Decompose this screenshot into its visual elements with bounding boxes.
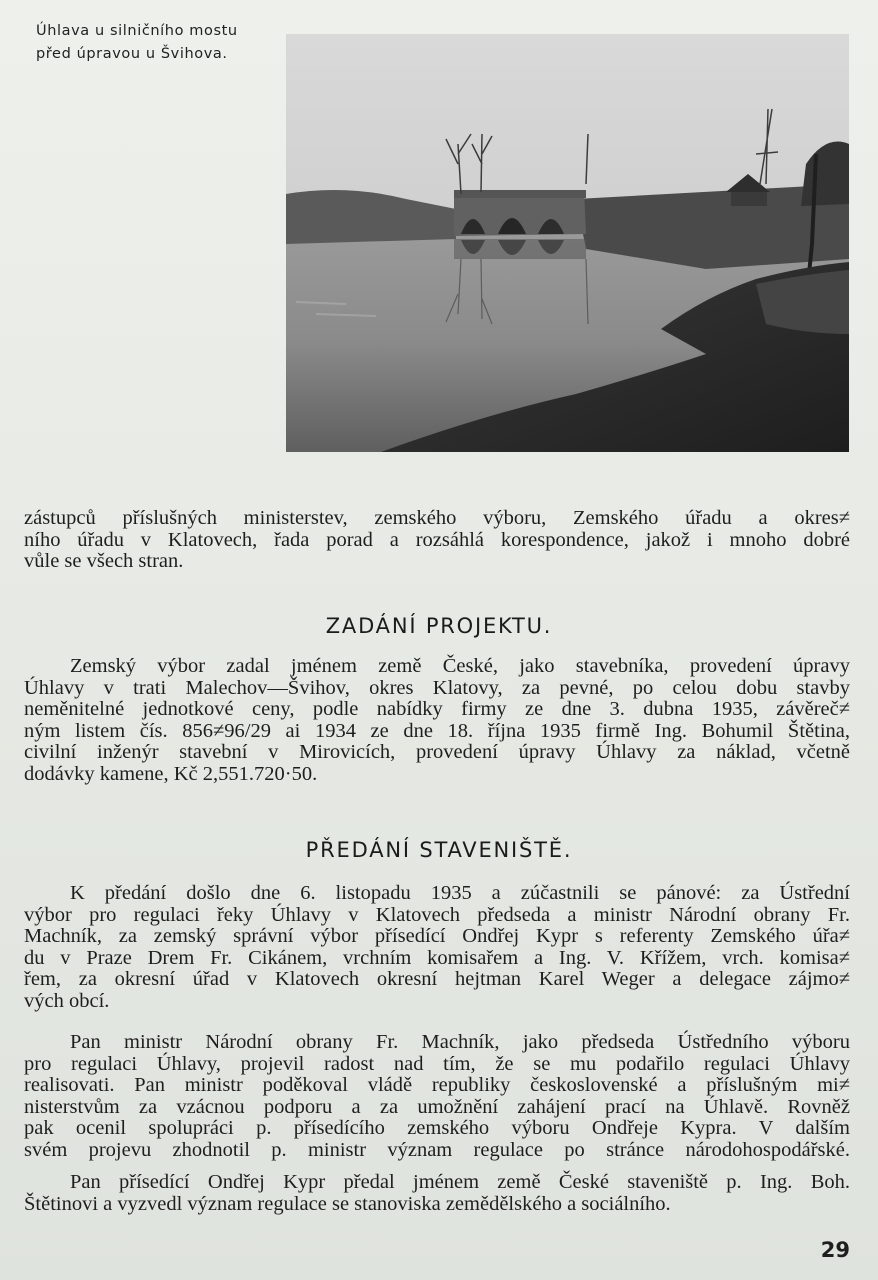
section2-p2-line-2: pro regulaci Úhlavy, projevil radost nad tím, že se mu podařilo regulaci Úhlavy bbox=[24, 1052, 850, 1075]
section2-paragraph-2 bbox=[24, 1032, 850, 1161]
section1-line-3: neměnitelné jednotkové ceny, podle nabídky firmy ze dne 3. dubna 1935, závěreč≠ bbox=[24, 698, 850, 720]
photo-caption-line-2: před úpravou u Švihova. bbox=[36, 46, 228, 62]
section2-p1-line-3: Machník, za zemský správní výbor přísedící Ondřej Kypr s referenty Zemského úřa≠ bbox=[24, 925, 850, 947]
section2-paragraph-1 bbox=[24, 883, 850, 1012]
section1-line-2: Úhlavy v trati Malechov—Švihov, okres Klatovy, za pevné, po celou dobu stavby bbox=[24, 676, 850, 699]
bridge-river-photo bbox=[286, 34, 849, 452]
section2-p1-line-6: vých obcí. bbox=[24, 989, 110, 1012]
section2-p1-line-1: K předání došlo dne 6. listopadu 1935 a zúčastnili se pánové: za Ústřední bbox=[70, 882, 850, 904]
section2-paragraph-3 bbox=[24, 1172, 850, 1215]
intro-line-2: ního úřadu v Klatovech, řada porad a rozsáhlá korespondence, jakož i mnoho dobré bbox=[24, 528, 850, 551]
section2-p3-line-2: Štětinovi a vyzvedl význam regulace se stanoviska zemědělského a sociálního. bbox=[24, 1192, 671, 1215]
bridge-river-photo-drawing bbox=[286, 34, 849, 452]
section-heading-zadani: ZADÁNÍ PROJEKTU. bbox=[325, 614, 553, 638]
section2-p3-line-1: Pan přísedící Ondřej Kypr předal jménem země České staveniště p. Ing. Boh. bbox=[70, 1171, 850, 1193]
page-number: 29 bbox=[820, 1238, 850, 1262]
section2-p2-line-5: pak ocenil spolupráci p. přísedícího zemského výboru Ondřeje Kypra. V dalším bbox=[24, 1117, 850, 1139]
section2-p1-line-2: výbor pro regulaci řeky Úhlavy v Klatovech předseda a ministr Národní obrany Fr. bbox=[24, 903, 850, 926]
section2-p2-line-1: Pan ministr Národní obrany Fr. Machník, jako předseda Ústředního výboru bbox=[70, 1031, 850, 1053]
photo-caption bbox=[36, 20, 276, 66]
intro-line-1: zástupců příslušných ministerstev, zemského výboru, Zemského úřadu a okres≠ bbox=[24, 507, 850, 529]
section1-line-1: Zemský výbor zadal jménem země České, jako stavebníka, provedení úpravy bbox=[70, 655, 850, 677]
section1-line-4: ným listem čís. 856≠96/29 ai 1934 ze dne 18. října 1935 firmě Ing. Bohumil Štětina, bbox=[24, 719, 850, 742]
section1-paragraph bbox=[24, 656, 850, 785]
section1-line-5: civilní inženýr stavební v Mirovicích, provedení úpravy Úhlavy za náklad, včetně bbox=[24, 741, 850, 763]
section-heading-predani: PŘEDÁNÍ STAVENIŠTĚ. bbox=[305, 838, 573, 862]
section2-p2-line-4: nisterstvům za vzácnou podporu a za umožnění zahájení prací na Úhlavě. Rovněž bbox=[24, 1095, 850, 1118]
photo-caption-line-1: Úhlava u silničního mostu bbox=[36, 23, 238, 39]
section2-p2-line-6: svém projevu zhodnotil p. ministr význam regulace po stránce národohospodářské. bbox=[24, 1138, 850, 1161]
section2-p1-line-4: du v Praze Drem Fr. Cikánem, vrchním komisařem a Ing. V. Křížem, vrch. komisa≠ bbox=[24, 946, 850, 969]
section2-p2-line-3: realisovati. Pan ministr poděkoval vládě republiky československé a příslušným mi≠ bbox=[24, 1074, 850, 1096]
section1-line-6: dodávky kamene, Kč 2,551.720·50. bbox=[24, 762, 318, 785]
intro-paragraph bbox=[24, 508, 850, 573]
section2-p1-line-5: řem, za okresní úřad v Klatovech okresní hejtman Karel Weger a delegace zájmo≠ bbox=[24, 968, 850, 990]
intro-line-3: vůle se všech stran. bbox=[24, 550, 184, 572]
